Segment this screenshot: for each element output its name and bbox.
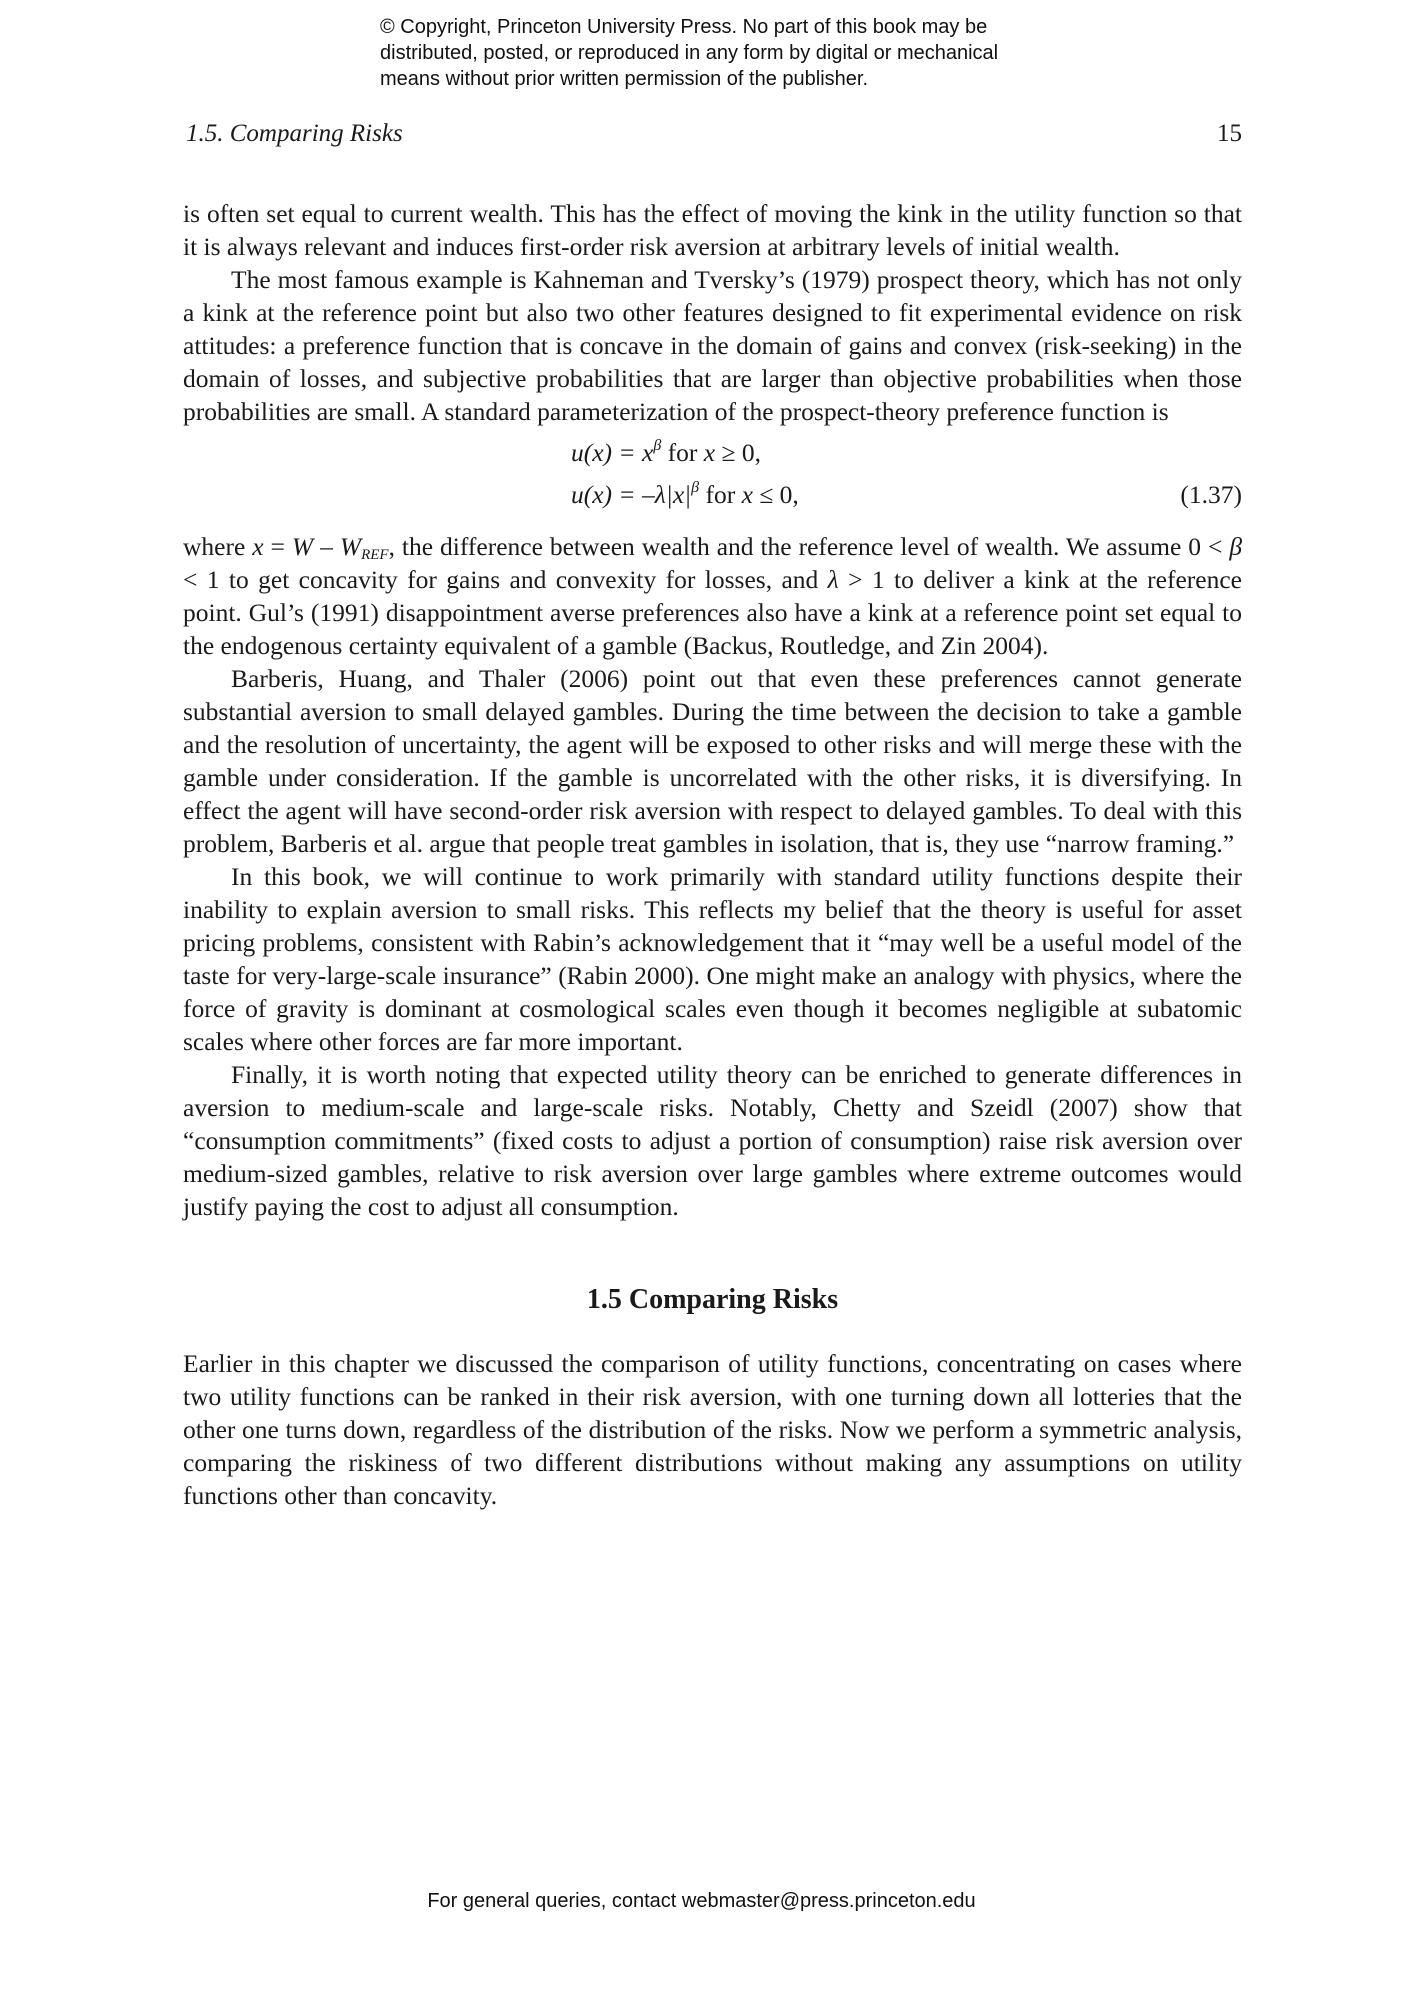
text-run: , the difference between wealth and the reference level of wealth. We assume 0 < — [388, 532, 1230, 561]
equation-lhs: u(x) = –λ|x| — [571, 480, 692, 509]
paragraph: is often set equal to current wealth. This has the effect of moving the kink in the utility function so that it is always relevant and induces first-order risk aversion at arbitrary levels of initial wealth. — [183, 199, 1242, 261]
math-var: x — [252, 532, 264, 561]
math-var: W — [339, 532, 362, 561]
text-run: < 1 to get concavity for gains and convexity for losses, and — [183, 565, 828, 594]
equation-line — [571, 478, 799, 511]
page-number: 15 — [1217, 120, 1242, 147]
copyright-line: © Copyright, Princeton University Press. No part of this book may be — [380, 16, 988, 38]
paragraph: Earlier in this chapter we discussed the comparison of utility functions, concentrating on cases where two utility functions can be ranked in their risk aversion, with one turning down all lotteries that the other one turns down, regardless of the distribution of the risks. Now we perform a symmetric analysis, comparing the riskiness of two different distributions without making any assumptions on utility functions other than concavity. — [183, 1349, 1242, 1510]
text-run: = — [263, 532, 292, 561]
text-run: where — [183, 532, 253, 561]
equation-for: for — [661, 438, 704, 467]
copyright-notice — [380, 14, 1100, 92]
equation-variable: x — [741, 480, 753, 509]
copyright-line: means without prior written permission of the publisher. — [380, 68, 869, 90]
math-subscript: REF — [361, 547, 389, 563]
math-var: β — [1229, 532, 1243, 561]
page-body — [183, 197, 1242, 1512]
paragraph: Finally, it is worth noting that expected utility theory can be enriched to generate differences in aversion to medium-scale and large-scale risks. Notably, Chetty and Szeidl (2007) show that “consumption commitments” (fixed costs to adjust a portion of consumption) raise risk aversion over medium-sized gambles, relative to risk aversion over large gambles where extreme outcomes would justify paying the cost to adjust all consumption. — [183, 1060, 1242, 1221]
text-run: > 1 to deliver a kink at the reference point. Gul’s (1991) disappointment averse preferences also have a kink at a reference point set equal to the endogenous certainty equivalent of a gamble (Backus, Routledge, and Zin 2004). — [183, 565, 1242, 660]
equation-for: for — [699, 480, 742, 509]
footer-contact: For general queries, contact webmaster@press.princeton.edu — [427, 1890, 976, 1912]
paragraph: The most famous example is Kahneman and Tversky’s (1979) prospect theory, which has not only a kink at the reference point but also two other features designed to fit experimental evidence on risk attitudes: a preference function that is concave in the domain of gains and convex (risk-seeking) in the domain of losses, and subjective probabilities that are larger than objective probabilities when those probabilities are small. A standard parameterization of the prospect-theory preference function is — [183, 265, 1242, 426]
equation-number: (1.37) — [1180, 480, 1242, 509]
paragraph — [183, 530, 1242, 662]
paragraph: Barberis, Huang, and Thaler (2006) point out that even these preferences cannot generate substantial aversion to small delayed gambles. During the time between the decision to take a gamble and the resolution of uncertainty, the agent will be exposed to other risks and will merge these with the gamble under consideration. If the gamble is uncorrelated with the other risks, it is diversifying. In effect the agent will have second-order risk aversion with respect to delayed gambles. To deal with this problem, Barberis et al. argue that people treat gambles in isolation, that is, they use “narrow framing.” — [183, 664, 1242, 858]
text-run: – — [313, 532, 340, 561]
equation-condition: ≥ 0, — [715, 438, 761, 467]
paragraph: In this book, we will continue to work primarily with standard utility functions despite their inability to explain aversion to small risks. This reflects my belief that the theory is useful for asset pricing problems, consistent with Rabin’s acknowledgement that it “may well be a useful model of the taste for very-large-scale insurance” (Rabin 2000). One might make an analogy with physics, where the force of gravity is dominant at cosmological scales even though it becomes negligible at subatomic scales where other forces are far more important. — [183, 862, 1242, 1056]
equation-line — [571, 436, 761, 469]
equation-exponent: β — [653, 437, 662, 454]
running-title: 1.5. Comparing Risks — [186, 120, 403, 147]
equation-exponent: β — [691, 479, 700, 496]
math-var: W — [291, 532, 314, 561]
equation-1-37 — [183, 436, 1242, 520]
section-heading: 1.5 Comparing Risks — [586, 1284, 839, 1315]
running-head — [186, 120, 1242, 156]
equation-variable: x — [703, 438, 716, 467]
equation-lhs: u(x) = x — [571, 438, 654, 467]
math-var: λ — [827, 565, 839, 594]
copyright-line: distributed, posted, or reproduced in any form by digital or mechanical — [380, 42, 999, 64]
equation-condition: ≤ 0, — [752, 480, 799, 509]
